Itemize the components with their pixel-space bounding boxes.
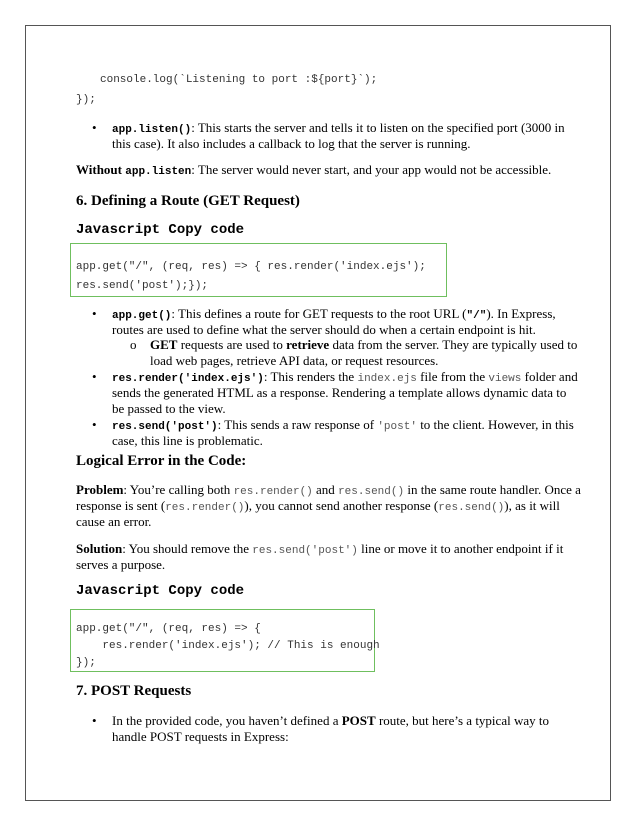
paragraph-text: and	[312, 482, 339, 497]
bold-label: Solution	[76, 541, 123, 556]
bold-text: retrieve	[286, 337, 330, 352]
code-line: app.get("/", (req, res) => {	[76, 623, 261, 635]
paragraph-text: in the same route handler. Once a	[404, 482, 581, 497]
bold-label: Problem	[76, 482, 124, 497]
bullet-icon: •	[92, 417, 97, 432]
list-item-text: sends the generated HTML as a response. Rendering a template allows dynamic data to	[112, 385, 567, 400]
sub-bullet-icon: o	[130, 337, 137, 352]
list-item-text: data from the server. They are typically used to	[329, 337, 578, 352]
paragraph-text: ), as it will	[504, 498, 560, 513]
paragraph-text: : You should remove the	[122, 541, 253, 556]
inline-code: app.listen()	[112, 124, 192, 136]
list-item-text: : This starts the server and tells it to listen on the specified port (3000 in	[191, 120, 565, 135]
list-item-text: load web pages, retrieve API data, or request resources.	[150, 353, 439, 368]
paragraph-text: : You’re calling both	[123, 482, 234, 497]
paragraph-text: ), you cannot send another response (	[244, 498, 439, 513]
list-item-text: : This renders the	[263, 369, 358, 384]
inline-code: "/"	[466, 310, 487, 322]
inline-code: 'post'	[377, 421, 417, 433]
inline-code: res.render()	[233, 486, 313, 498]
list-item-text: handle POST requests in Express:	[112, 729, 289, 744]
paragraph-text: line or move it to another endpoint if it	[357, 541, 564, 556]
code-heading: Javascript Copy code	[76, 222, 245, 238]
bold-text: POST	[341, 713, 376, 728]
inline-code: res.send()	[438, 502, 505, 514]
bullet-icon: •	[92, 306, 97, 321]
code-line: res.render('index.ejs'); // This is enough	[76, 640, 380, 652]
paragraph-text: : The server would never start, and your app would not be accessible.	[191, 162, 552, 177]
list-item-text: folder and	[521, 369, 578, 384]
inline-code: res.render('index.ejs')	[112, 373, 264, 385]
list-item-text: file from the	[416, 369, 489, 384]
paragraph-text: serves a purpose.	[76, 557, 166, 572]
inline-code: views	[488, 373, 522, 385]
code-line: });	[76, 94, 96, 106]
list-item-text: requests are used to	[177, 337, 287, 352]
inline-code: index.ejs	[357, 373, 417, 385]
list-item-text: In the provided code, you haven’t defined a	[112, 713, 342, 728]
list-item-text: case, this line is problematic.	[112, 433, 263, 448]
code-line: res.send('post');});	[76, 280, 209, 292]
bullet-icon: •	[92, 120, 97, 135]
list-item-text: ). In Express,	[486, 306, 556, 321]
inline-code: res.send()	[338, 486, 405, 498]
section-heading: 7. POST Requests	[76, 683, 192, 699]
paragraph-text: response is sent (	[76, 498, 166, 513]
list-item-text: to the client. However, in this	[416, 417, 574, 432]
bold-label: Without	[76, 162, 126, 177]
paragraph-text: cause an error.	[76, 514, 152, 529]
section-heading: Logical Error in the Code:	[76, 453, 247, 469]
section-heading: 6. Defining a Route (GET Request)	[76, 193, 300, 209]
bullet-icon: •	[92, 713, 97, 728]
inline-code: res.send('post')	[112, 421, 218, 433]
list-item-text: this case). It also includes a callback to log that the server is running.	[112, 136, 471, 151]
inline-code: app.get()	[112, 310, 172, 322]
paragraph	[76, 162, 551, 180]
list-item	[112, 713, 549, 729]
list-item-text: route, but here’s a typical way to	[375, 713, 549, 728]
code-line: });	[76, 657, 96, 669]
bold-text: GET	[150, 337, 178, 352]
code-heading: Javascript Copy code	[76, 583, 245, 599]
code-line: app.get("/", (req, res) => { res.render('index.ejs');	[76, 261, 426, 273]
code-line: console.log(`Listening to port :${port}`);	[100, 74, 378, 86]
list-item-text: : This defines a route for GET requests to the root URL (	[171, 306, 467, 321]
inline-code: app.listen	[125, 166, 192, 178]
inline-code: res.send('post')	[252, 545, 358, 557]
list-item-text: be passed to the view.	[112, 401, 226, 416]
list-item-text: routes are used to define what the server should do when a certain endpoint is hit.	[112, 322, 536, 337]
list-item-text: : This sends a raw response of	[217, 417, 378, 432]
inline-code: res.render()	[165, 502, 245, 514]
bullet-icon: •	[92, 369, 97, 384]
sub-list-item	[150, 337, 577, 353]
